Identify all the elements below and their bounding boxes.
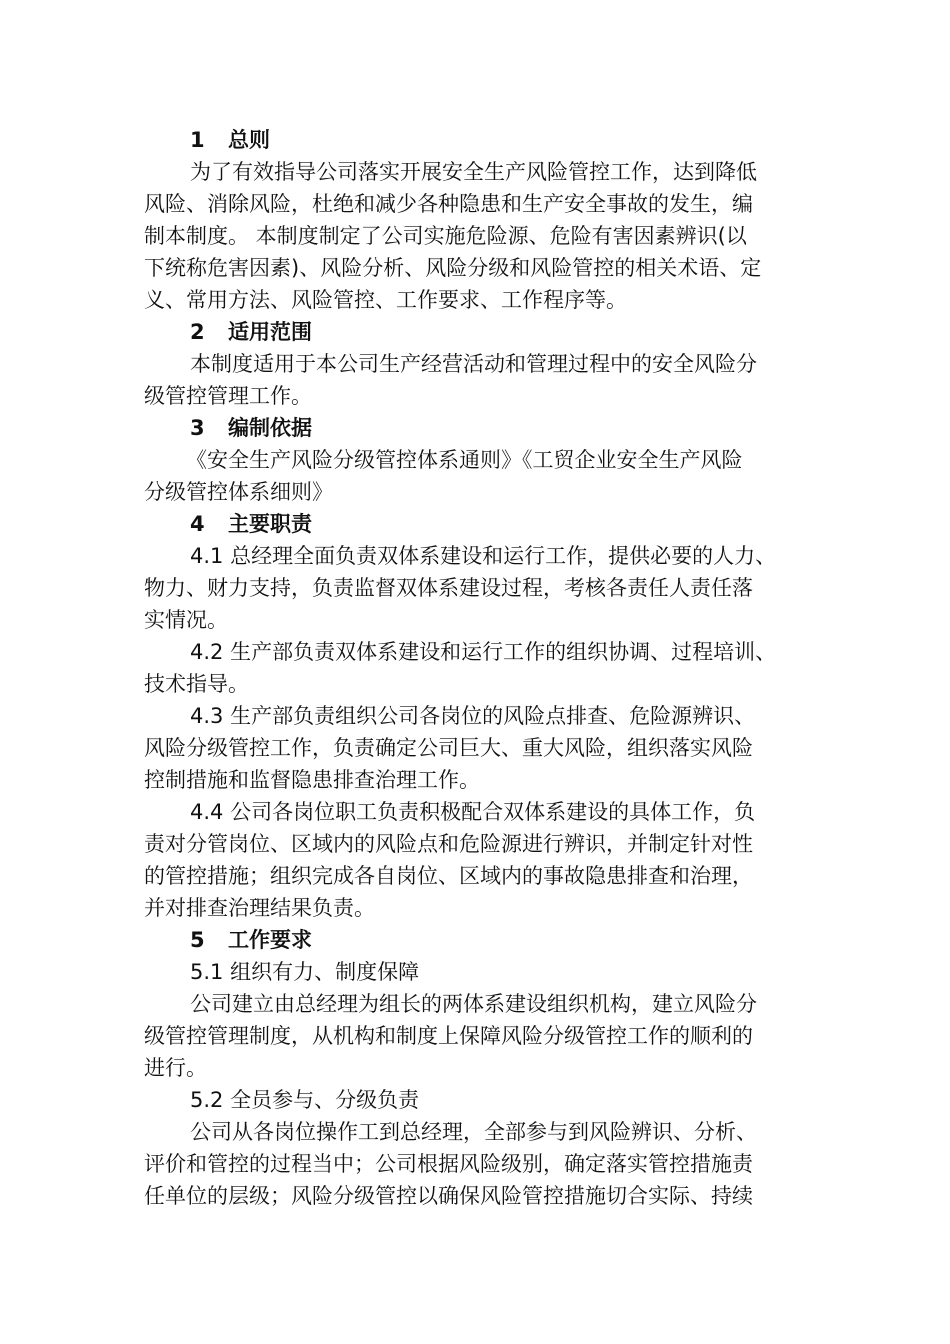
subsection-heading: 5.2 全员参与、分级负责	[190, 1088, 420, 1112]
paragraph-line: 控制措施和监督隐患排查治理工作。	[144, 768, 480, 792]
paragraph-line: 并对排查治理结果负责。	[144, 896, 375, 920]
paragraph-line: 责对分管岗位、区域内的风险点和危险源进行辨识，并制定针对性	[144, 832, 753, 856]
section-heading-3: 3 编制依据	[190, 416, 312, 440]
paragraph-line: 义、常用方法、风险管控、工作要求、工作程序等。	[144, 288, 627, 312]
paragraph-line: 4.2 生产部负责双体系建设和运行工作的组织协调、过程培训、	[190, 640, 777, 664]
paragraph-line: 4.3 生产部负责组织公司各岗位的风险点排查、危险源辨识、	[190, 704, 756, 728]
paragraph-line: 4.4 公司各岗位职工负责积极配合双体系建设的具体工作，负	[190, 800, 756, 824]
paragraph-line: 物力、财力支持，负责监督双体系建设过程，考核各责任人责任落	[144, 576, 753, 600]
paragraph-line: 4.1 总经理全面负责双体系建设和运行工作，提供必要的人力、	[190, 544, 777, 568]
paragraph-line: 《安全生产风险分级管控体系通则》《工贸企业安全生产风险	[186, 448, 743, 472]
paragraph-line: 技术指导。	[144, 672, 249, 696]
section-heading-5: 5 工作要求	[190, 928, 312, 952]
paragraph-line: 风险分级管控工作，负责确定公司巨大、重大风险，组织落实风险	[144, 736, 753, 760]
paragraph-line: 本制度适用于本公司生产经营活动和管理过程中的安全风险分	[190, 352, 757, 376]
paragraph-line: 分级管控体系细则》	[144, 480, 333, 504]
paragraph-line: 级管控管理工作。	[144, 384, 312, 408]
section-heading-2: 2 适用范围	[190, 320, 312, 344]
paragraph-line: 级管控管理制度，从机构和制度上保障风险分级管控工作的顺利的	[144, 1024, 753, 1048]
section-heading-1: 1 总则	[190, 128, 270, 152]
paragraph-line: 进行。	[144, 1056, 207, 1080]
paragraph-line: 任单位的层级；风险分级管控以确保风险管控措施切合实际、持续	[144, 1184, 753, 1208]
paragraph-line: 的管控措施；组织完成各自岗位、区域内的事故隐患排查和治理，	[144, 864, 753, 888]
paragraph-line: 下统称危害因素)、风险分析、风险分级和风险管控的相关术语、定	[144, 256, 762, 280]
paragraph-line: 公司建立由总经理为组长的两体系建设组织机构，建立风险分	[190, 992, 757, 1016]
paragraph-line: 风险、消除风险，杜绝和减少各种隐患和生产安全事故的发生，编	[144, 192, 753, 216]
paragraph-line: 制本制度。 本制度制定了公司实施危险源、危险有害因素辨识(以	[144, 224, 747, 248]
section-heading-4: 4 主要职责	[190, 512, 312, 536]
paragraph-line: 评价和管控的过程当中；公司根据风险级别，确定落实管控措施责	[144, 1152, 753, 1176]
document-page	[144, 124, 814, 1212]
paragraph-line: 为了有效指导公司落实开展安全生产风险管控工作，达到降低	[190, 160, 757, 184]
subsection-heading: 5.1 组织有力、制度保障	[190, 960, 420, 984]
paragraph-line: 公司从各岗位操作工到总经理，全部参与到风险辨识、分析、	[190, 1120, 757, 1144]
paragraph-line: 实情况。	[144, 608, 228, 632]
